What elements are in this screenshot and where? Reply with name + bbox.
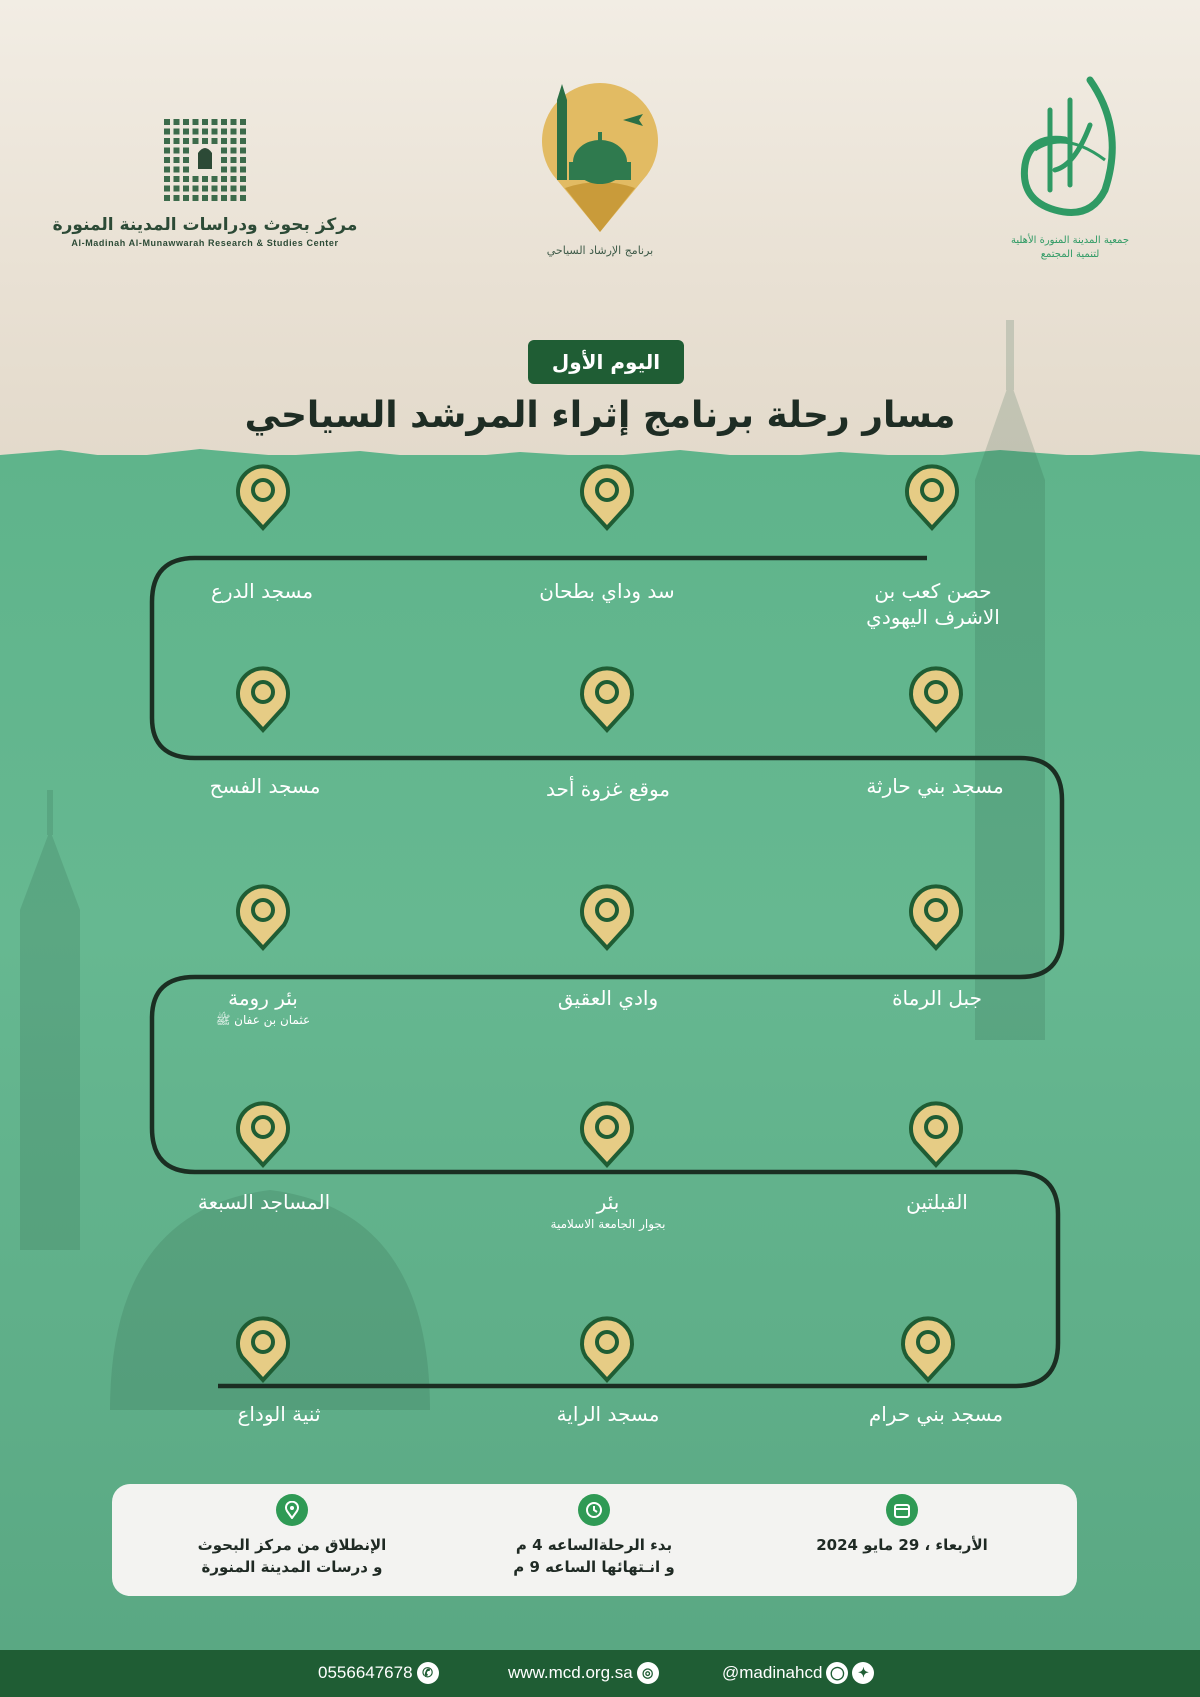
trip-date	[752, 1494, 1052, 1556]
map-pin-icon	[903, 1318, 953, 1380]
stop-label	[144, 1189, 384, 1215]
stop-name: بئر رومة	[228, 986, 298, 1010]
phone-number: 0556647678	[318, 1663, 413, 1682]
website-link[interactable]	[508, 1662, 659, 1684]
map-pin-icon	[582, 466, 632, 528]
calendar-icon	[886, 1494, 918, 1526]
map-pin-icon	[907, 466, 957, 528]
stop-label	[488, 1189, 728, 1233]
stop-label	[817, 1189, 1057, 1215]
map-pin-icon	[582, 1318, 632, 1380]
association-name-line1: جمعية المدينة المنورة الأهلية	[1010, 235, 1130, 246]
stop-name: مسجد الدرع	[210, 579, 314, 603]
website-url: www.mcd.org.sa	[508, 1663, 633, 1682]
stop-label	[488, 985, 728, 1011]
stop-name: المساجد السبعة	[197, 1190, 331, 1214]
start-location-line1: الإنطلاق من مركز البحوث	[197, 1536, 387, 1554]
stop-name: بئر	[596, 1190, 620, 1214]
stop-name: ثنية الوداع	[237, 1402, 321, 1426]
stop-name: القبلتين	[906, 1190, 968, 1214]
map-pin-icon	[582, 668, 632, 730]
page-title: مسار رحلة برنامج إثراء المرشد السياحي	[244, 395, 956, 436]
stop-label	[488, 776, 728, 802]
stop-label	[159, 1401, 399, 1427]
phone-icon: ✆	[417, 1662, 439, 1684]
trip-time	[444, 1494, 744, 1578]
stop-name: وادي العقيق	[557, 986, 659, 1010]
clock-icon	[578, 1494, 610, 1526]
map-pin-icon	[911, 1103, 961, 1165]
stop-name: حصن كعب بن	[874, 579, 992, 603]
association-name-line2: لتنمية المجتمع	[1040, 249, 1100, 260]
stop-name: مسجد الفسح	[209, 774, 321, 798]
map-pin-icon	[238, 668, 288, 730]
program-caption: برنامج الإرشاد السياحي	[546, 244, 654, 257]
stop-label	[817, 985, 1057, 1011]
map-pin-icon	[911, 668, 961, 730]
stop-label	[815, 773, 1055, 799]
trip-start-location	[142, 1494, 442, 1578]
map-pin-icon	[582, 1103, 632, 1165]
map-pin-icon	[911, 886, 961, 948]
stop-label	[145, 773, 385, 799]
map-pin-icon	[238, 1103, 288, 1165]
stop-name: مسجد الراية	[556, 1402, 660, 1426]
location-pin-icon	[276, 1494, 308, 1526]
map-pin-icon	[238, 466, 288, 528]
start-location-line2: و درسات المدينة المنورة	[201, 1558, 383, 1576]
globe-icon: ◎	[637, 1662, 659, 1684]
trip-time-end: و انـتهائها الساعه 9 م	[513, 1558, 675, 1576]
phone-contact[interactable]	[318, 1662, 439, 1684]
stop-label	[816, 1401, 1056, 1427]
social-handle: @madinahcd	[722, 1663, 823, 1682]
stop-label	[813, 578, 1053, 630]
map-pin-icon	[238, 1318, 288, 1380]
footer-bar	[0, 1650, 1200, 1697]
social-handle-link[interactable]	[722, 1662, 874, 1684]
research-center-name-ar: مركز بحوث ودراسات المدينة المنورة	[52, 215, 358, 235]
trip-date-text: الأربعاء ، 29 مايو 2024	[816, 1536, 988, 1554]
stop-label	[487, 578, 727, 604]
stop-name: مسجد بني حارثة	[866, 774, 1004, 798]
trip-info-box	[112, 1484, 1077, 1596]
twitter-icon: ✦	[852, 1662, 874, 1684]
instagram-icon: ◯	[826, 1662, 848, 1684]
map-pin-icon	[238, 886, 288, 948]
stop-subtitle: عثمان بن عفان ﷺ	[215, 1013, 311, 1027]
stop-subtitle: بجوار الجامعة الاسلامية	[550, 1217, 666, 1231]
stop-label	[488, 1401, 728, 1427]
trip-time-start: بدء الرحلةالساعه 4 م	[515, 1536, 673, 1554]
map-pin-icon	[582, 886, 632, 948]
stop-name: موقع غزوة أحد	[545, 777, 670, 801]
research-center-name-en: Al-Madinah Al-Munawwarah Research & Studies Center	[71, 238, 339, 248]
stop-name-line2: الاشرف اليهودي	[866, 605, 1000, 629]
stop-name: مسجد بني حرام	[868, 1402, 1004, 1426]
stop-name: جبل الرماة	[892, 986, 982, 1010]
stop-label	[143, 985, 383, 1029]
day-badge: اليوم الأول	[528, 340, 684, 384]
stop-name: سد وداي بطحان	[539, 579, 675, 603]
stop-label	[142, 578, 382, 604]
